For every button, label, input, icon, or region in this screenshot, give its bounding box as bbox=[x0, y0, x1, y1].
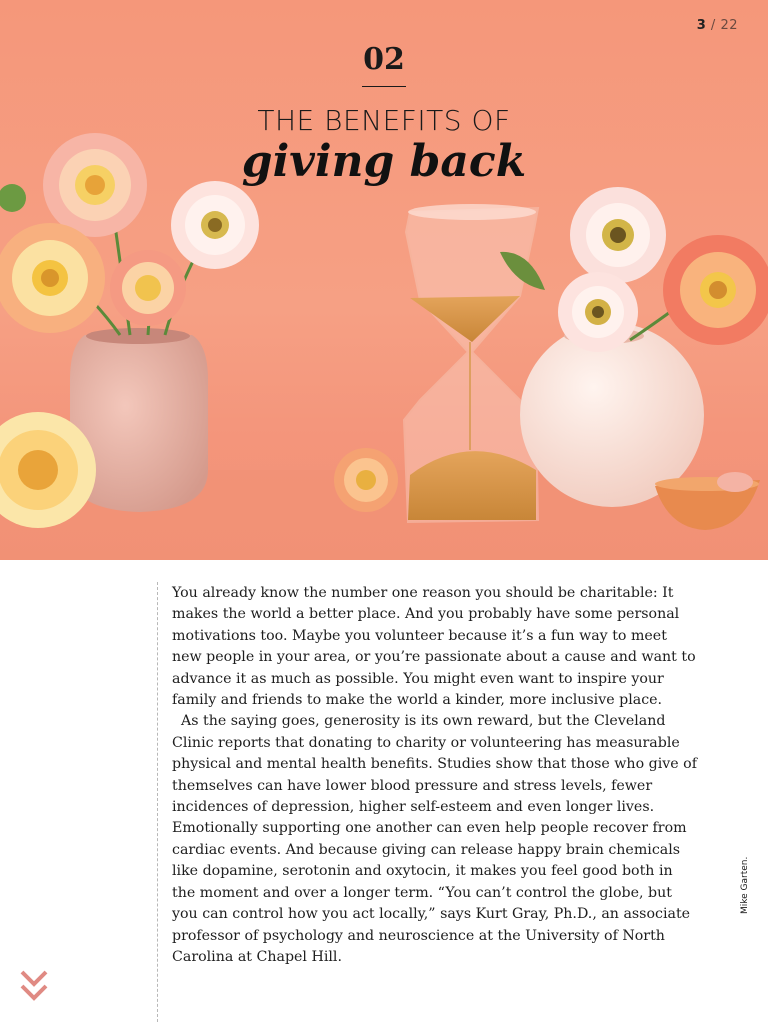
flower-table bbox=[334, 448, 398, 512]
photo-credit: Mike Garten. bbox=[740, 856, 750, 914]
chapter-number: 02 bbox=[363, 42, 405, 77]
chapter-rule bbox=[362, 86, 406, 87]
page-indicator bbox=[697, 18, 738, 33]
article-paragraph: You already know the number one reason you should be charitable: It makes the world a better place. And you probably have some personal motivations too. Maybe you volunteer because it’s a fun way to meet new people in your area, or you’re passionate about a cause and want to advance it as much as possible. You might even want to inspire your family and friends to make the world a kinder, more inclusive place. bbox=[172, 585, 696, 709]
double-chevron-down-icon bbox=[18, 966, 50, 1006]
page-current: 3 bbox=[696, 18, 707, 33]
page-title: THE BENEFITS OF bbox=[257, 104, 511, 137]
scroll-down-button[interactable] bbox=[18, 966, 50, 1006]
article-body bbox=[172, 583, 698, 968]
page-title-script: giving back bbox=[241, 136, 527, 187]
article-paragraph: As the saying goes, generosity is its own reward, but the Cleveland Clinic reports that donating to charity or volunteering has measurable physical and mental health benefits. Studies show that those who give of themselves can have lower blood pressure and stress levels, fewer incidences of depression, higher self-esteem and even longer lives. Emotionally supporting one another can even help people recover from cardiac events. And because giving can release happy brain chemicals like dopamine, serotonin and oxytocin, it makes you feel good both in the moment and over a longer term. “You can’t control the globe, but you can control how you act locally,” says Kurt Gray, Ph.D., an associate professor of psychology and neuroscience at the University of North Carolina at Chapel Hill. bbox=[172, 713, 697, 965]
column-divider bbox=[157, 582, 158, 1022]
flowers-right bbox=[558, 187, 768, 352]
hourglass bbox=[404, 204, 538, 522]
page-separator: / bbox=[710, 18, 716, 33]
page-total: 22 bbox=[720, 18, 738, 33]
